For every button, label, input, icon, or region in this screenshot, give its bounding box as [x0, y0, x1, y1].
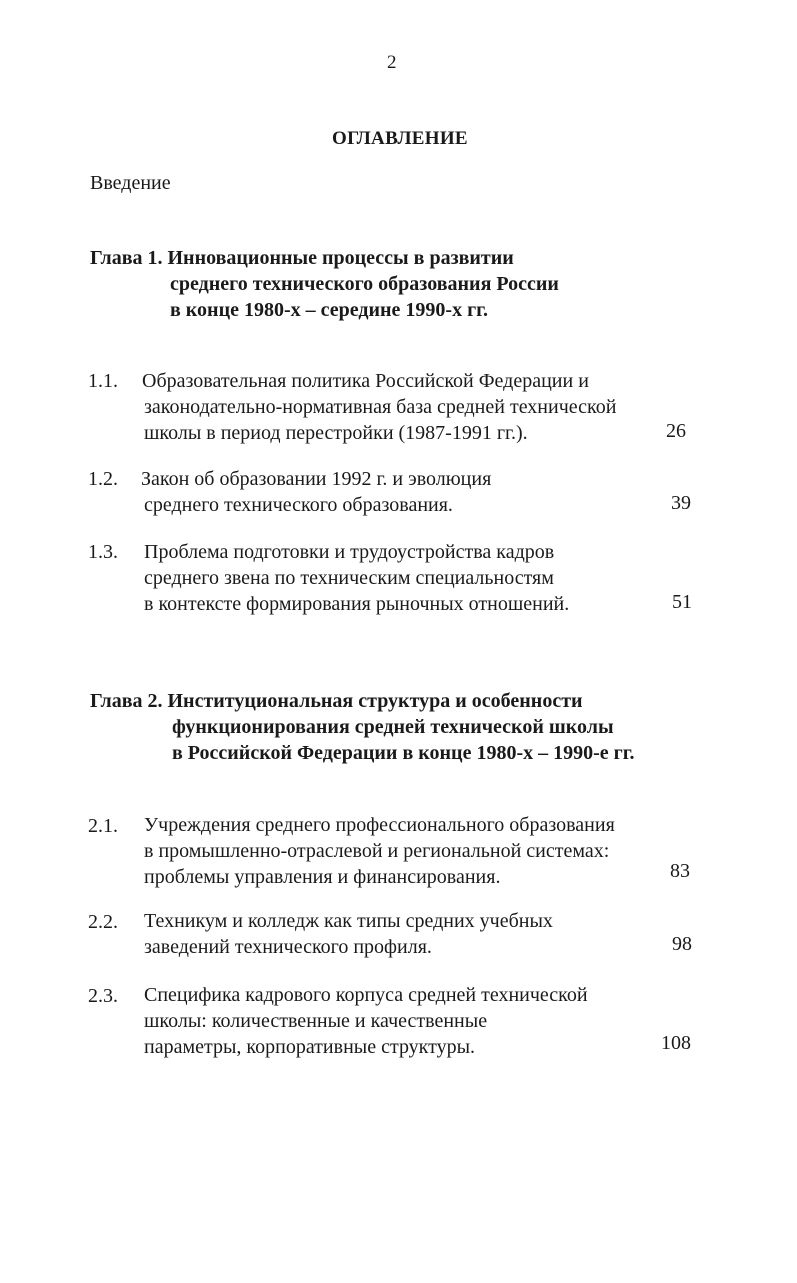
section-2-3-number: 2.3. — [88, 985, 118, 1007]
section-1-2-number: 1.2. — [88, 468, 118, 490]
section-title-line: параметры, корпоративные структуры. — [144, 1036, 476, 1058]
section-2-1-title — [144, 812, 615, 890]
section-title-line: среднего технического образования. — [144, 494, 453, 516]
section-2-1-number: 2.1. — [88, 815, 118, 837]
chapter-2-heading — [90, 688, 635, 766]
chapter-heading-line: в конце 1980-х – середине 1990-х гг. — [170, 299, 488, 321]
chapter-heading-line: Глава 2. Институциональная структура и особенности — [90, 690, 583, 712]
section-1-3-title — [144, 539, 569, 617]
chapter-1-heading — [90, 245, 559, 323]
section-title-line: среднего звена по техническим специальностям — [144, 567, 554, 589]
section-1-2-title — [141, 466, 491, 518]
section-1-3-number: 1.3. — [88, 541, 118, 563]
section-title-line: проблемы управления и финансирования. — [144, 866, 501, 888]
section-2-2-title — [144, 908, 553, 960]
section-1-2-page: 39 — [671, 492, 691, 514]
section-1-3-page: 51 — [672, 591, 692, 613]
section-title-line: в контексте формирования рыночных отношений. — [144, 593, 570, 615]
section-1-1-number: 1.1. — [88, 370, 118, 392]
section-1-1-title — [142, 368, 616, 446]
section-2-3-title — [144, 982, 588, 1060]
chapter-heading-line: функционирования средней технической школы — [172, 716, 614, 738]
section-2-2-page: 98 — [672, 933, 692, 955]
section-1-1-page: 26 — [666, 420, 686, 442]
section-title-line: Специфика кадрового корпуса средней технической — [144, 984, 588, 1006]
chapter-heading-line: Глава 1. Инновационные процессы в развитии — [90, 247, 514, 269]
page-number: 2 — [387, 52, 397, 73]
chapter-heading-line: среднего технического образования России — [170, 273, 559, 295]
section-title-line: Учреждения среднего профессионального образования — [144, 814, 615, 836]
section-title-line: Проблема подготовки и трудоустройства кадров — [144, 541, 555, 563]
section-2-3-page: 108 — [661, 1032, 691, 1054]
toc-title: ОГЛАВЛЕНИЕ — [332, 128, 468, 149]
section-title-line: в промышленно-отраслевой и региональной системах: — [144, 840, 610, 862]
section-title-line: Техникум и колледж как типы средних учебных — [144, 910, 553, 932]
toc-introduction: Введение — [90, 172, 171, 194]
section-2-2-number: 2.2. — [88, 911, 118, 933]
section-2-1-page: 83 — [670, 860, 690, 882]
section-title-line: заведений технического профиля. — [144, 936, 432, 958]
section-title-line: Закон об образовании 1992 г. и эволюция — [141, 468, 492, 490]
section-title-line: школы в период перестройки (1987-1991 гг.). — [144, 422, 528, 444]
section-title-line: Образовательная политика Российской Федерации и — [142, 370, 589, 392]
section-title-line: законодательно-нормативная база средней технической — [144, 396, 617, 418]
chapter-heading-line: в Российской Федерации в конце 1980-х – 1990-е гг. — [172, 742, 635, 764]
section-title-line: школы: количественные и качественные — [144, 1010, 488, 1032]
